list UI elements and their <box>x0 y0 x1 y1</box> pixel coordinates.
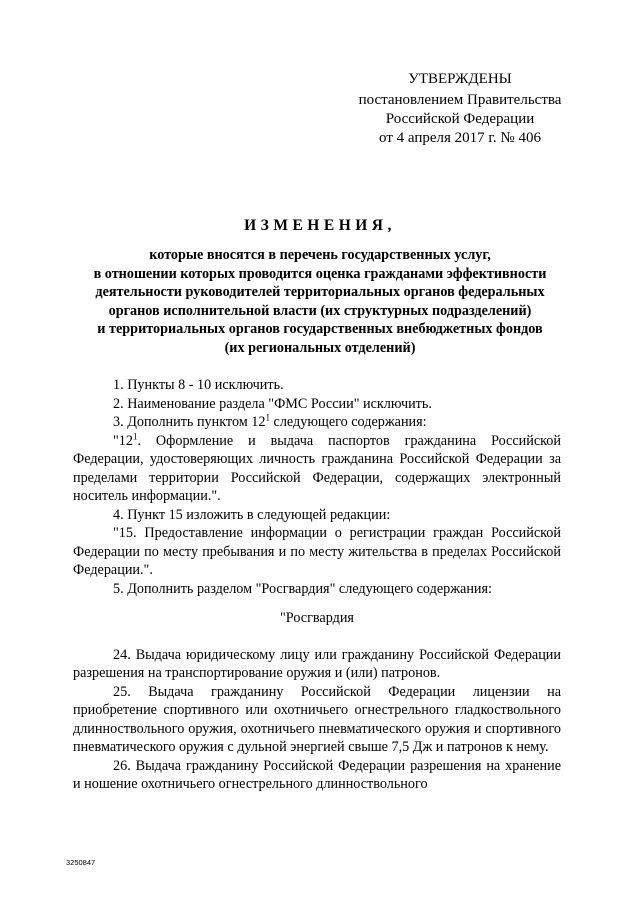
item-5: 5. Дополнить разделом "Росгвардия" следующего содержания: <box>113 580 492 597</box>
quote-15: "15. Предоставление информации о регистрации граждан Российской Федерации по месту пребывания и по месту жительства в пределах Российской Федерации.". <box>73 525 561 578</box>
subtitle-line: органов исполнительной власти (их структурных подразделений) <box>108 302 532 319</box>
quote-12-1 <box>73 432 561 506</box>
item-1: 1. Пункты 8 - 10 исключить. <box>113 377 284 393</box>
document-subtitle <box>60 246 580 357</box>
item-3-text-end: следующего содержания: <box>269 414 427 430</box>
approval-stamp <box>330 70 590 148</box>
document-number: 3250847 <box>66 858 96 867</box>
paragraph-24: 24. Выдача юридическому лицу или гражданину Российской Федерации разрешения на транспортирование оружия и (или) патронов. <box>73 646 561 681</box>
superscript: 1 <box>132 430 138 441</box>
item-4: 4. Пункт 15 изложить в следующей редакции: <box>113 506 391 523</box>
section-heading: "Росгвардия <box>280 610 354 626</box>
superscript: 1 <box>265 412 270 423</box>
item-3-text: 3. Дополнить пунктом 12 <box>113 414 266 430</box>
subtitle-line: в отношении которых проводится оценка гражданами эффективности <box>93 265 547 282</box>
approval-line: постановлением Правительства <box>358 92 562 108</box>
subtitle-line: (их региональных отделений) <box>224 339 416 356</box>
approval-heading: УТВЕРЖДЕНЫ <box>408 71 512 87</box>
paragraph-25: 25. Выдача гражданину Российской Федерации лицензии на приобретение спортивного или охотничьего огнестрельного гладкоствольного длинноствольного оружия, охотничьего пневматического оружия и спортивного пневматического оружия с дульной энергией свыше 7,5 Дж и патронов к нему. <box>73 683 561 755</box>
item-2: 2. Наименование раздела "ФМС России" исключить. <box>113 395 432 412</box>
subtitle-line: которые вносятся в перечень государственных услуг, <box>149 247 491 263</box>
item-3 <box>73 413 561 432</box>
quote-12-number: "12 <box>113 432 133 449</box>
approval-line: Российской Федерации <box>385 111 535 127</box>
subtitle-line: деятельности руководителей территориальных органов федеральных <box>95 284 545 300</box>
quote-12-text: . Оформление и выдача паспортов гражданина Российской Федерации, удостоверяющих личность гражданина Российской Федерации за пределами территории Российской Федерации, содержащих электронный носитель информации.". <box>73 432 561 504</box>
paragraph-26: 26. Выдача гражданину Российской Федерации разрешения на хранение и ношение охотничьего огнестрельного длинноствольного <box>73 757 561 792</box>
approval-date: от 4 апреля 2017 г. № 406 <box>379 130 541 146</box>
subtitle-line: и территориальных органов государственных внебюджетных фондов <box>97 321 543 337</box>
document-title: ИЗМЕНЕНИЯ, <box>244 217 396 234</box>
document-body <box>73 376 561 794</box>
